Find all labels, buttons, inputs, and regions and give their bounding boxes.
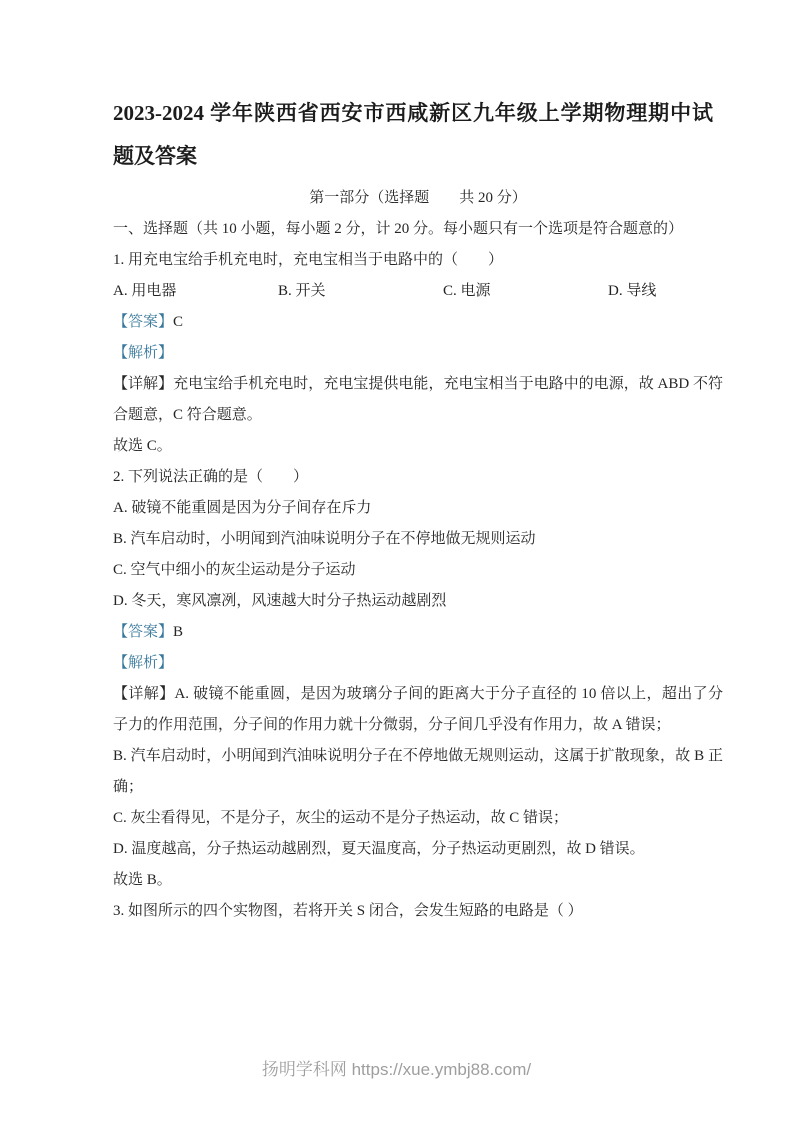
q1-analysis-label: 【解析】 <box>113 345 174 361</box>
q2-detail-b: B. 汽车启动时，小明闻到汽油味说明分子在不停地做无规则运动，这属于扩散现象，故 B 正确； <box>113 748 723 795</box>
q1-option-a: A. 用电器 <box>113 283 177 299</box>
q2-option-b: B. 汽车启动时，小明闻到汽油味说明分子在不停地做无规则运动 <box>113 531 536 547</box>
q1-options-row <box>113 276 723 307</box>
q1-option-d: D. 导线 <box>608 283 657 299</box>
q2-detail-label: 【详解】 <box>113 686 175 702</box>
q1-detail-text: 充电宝给手机充电时，充电宝提供电能，充电宝相当于电路中的电源，故 ABD 不符合题意，C 符合题意。 <box>113 376 723 423</box>
q2-option-d: D. 冬天，寒风凛冽，风速越大时分子热运动越剧烈 <box>113 593 447 609</box>
exam-body <box>113 183 723 927</box>
q2-detail-a-text: A. 破镜不能重圆，是因为玻璃分子间的距离大于分子直径的 10 倍以上，超出了分子力的作用范围，分子间的作用力就十分微弱，分子间几乎没有作用力，故 A 错误； <box>113 686 723 733</box>
q1-stem: 1. 用充电宝给手机充电时，充电宝相当于电路中的（ ） <box>113 252 504 268</box>
section-intro: 一、选择题（共 10 小题，每小题 2 分，计 20 分。每小题只有一个选项是符合题意的） <box>113 221 684 237</box>
part-header: 第一部分（选择题 共 20 分） <box>309 190 527 206</box>
q3-stem: 3. 如图所示的四个实物图，若将开关 S 闭合，会发生短路的电路是（ ） <box>113 903 583 919</box>
q2-answer-label: 【答案】 <box>113 624 174 640</box>
q2-answer-line <box>113 617 723 648</box>
q1-answer-line <box>113 307 723 338</box>
q2-detail-a <box>113 679 723 741</box>
q1-detail-label: 【详解】 <box>113 376 174 392</box>
q2-analysis-label: 【解析】 <box>113 655 174 671</box>
q2-detail-c: C. 灰尘看得见，不是分子，灰尘的运动不是分子热运动，故 C 错误； <box>113 810 569 826</box>
q2-analysis-line <box>113 648 723 679</box>
q1-analysis-line <box>113 338 723 369</box>
q1-conclusion: 故选 C。 <box>113 438 172 454</box>
q2-option-a: A. 破镜不能重圆是因为分子间存在斥力 <box>113 500 372 516</box>
q2-stem: 2. 下列说法正确的是（ ） <box>113 469 309 485</box>
q1-detail <box>113 369 723 431</box>
q2-detail-d: D. 温度越高，分子热运动越剧烈，夏天温度高，分子热运动更剧烈，故 D 错误。 <box>113 841 645 857</box>
q1-option-c: C. 电源 <box>443 283 491 299</box>
q2-option-c: C. 空气中细小的灰尘运动是分子运动 <box>113 562 356 578</box>
q2-answer-value: B <box>173 624 184 640</box>
q2-conclusion: 故选 B。 <box>113 872 172 888</box>
footer-watermark: 扬明学科网 https://xue.ymbj88.com/ <box>261 1060 532 1079</box>
exam-title: 2023-2024 学年陕西省西安市西咸新区九年级上学期物理期中试题及答案 <box>113 101 713 168</box>
q1-answer-label: 【答案】 <box>113 314 174 330</box>
q1-answer-value: C <box>173 314 184 330</box>
q1-option-b: B. 开关 <box>278 283 326 299</box>
